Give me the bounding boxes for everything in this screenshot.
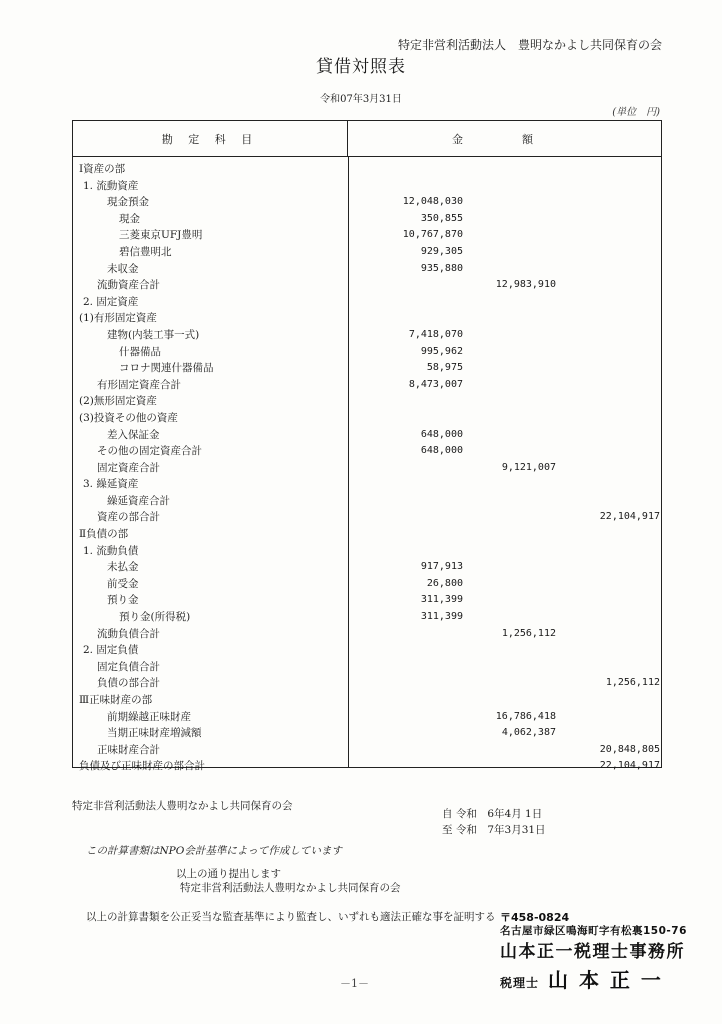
account-label: 現金預金 (107, 196, 149, 209)
account-label: 当期正味財産増減額 (107, 727, 202, 740)
account-label: 差入保証金 (107, 428, 160, 441)
table-row (73, 410, 661, 427)
account-label: 前期繰越正味財産 (107, 710, 191, 723)
account-label: 流動負債合計 (97, 627, 160, 640)
document-title: 貸借対照表 (316, 57, 406, 77)
amount-c1: 311,399 (420, 611, 463, 623)
table-row (73, 377, 661, 394)
amount-c1: 995,962 (420, 345, 463, 357)
table-row (73, 360, 661, 377)
account-label: 固定資産合計 (97, 461, 160, 474)
stamp-signatory (500, 964, 715, 999)
footer-organization: 特定非営利活動法人豊明なかよし共同保育の会 (72, 800, 293, 812)
table-row (73, 327, 661, 344)
stamp-address: 名古屋市緑区鳴海町字有松裏150-76 (500, 925, 687, 937)
table-header (73, 121, 661, 157)
account-label: 有形固定資産合計 (97, 378, 181, 391)
account-label: 繰延資産合計 (107, 494, 170, 507)
table-row (73, 261, 661, 278)
stamp-office-name: 山本正一税理士事務所 (500, 942, 685, 962)
account-label: 固定負債合計 (97, 660, 160, 673)
table-row (73, 609, 661, 626)
amount-c2: 12,983,910 (495, 279, 556, 291)
audit-statement: 以上の計算書類を公正妥当な監査基準により監査し、いずれも適法正確な事を証明する (86, 911, 496, 923)
account-label: 流動資産合計 (97, 279, 160, 292)
table-row (73, 692, 661, 709)
document-date: 令和07年3月31日 (320, 94, 402, 105)
table-row (73, 393, 661, 410)
account-label: 建物(内装工事一式) (107, 328, 200, 341)
account-label: 2. 固定負債 (83, 644, 139, 657)
amount-c2: 16,786,418 (495, 710, 556, 722)
account-label: (3)投資その他の資産 (79, 411, 178, 424)
amount-c2: 9,121,007 (501, 461, 556, 473)
table-row (73, 526, 661, 543)
table-row (73, 194, 661, 211)
amount-c1: 648,000 (420, 445, 463, 457)
account-label: コロナ関連什器備品 (119, 362, 214, 375)
amount-c1: 58,975 (426, 362, 463, 374)
account-label: 資産の部合計 (97, 511, 160, 524)
amount-c2: 1,256,112 (501, 627, 556, 639)
account-label: 負債及び正味財産の部合計 (79, 760, 205, 773)
table-row (73, 277, 661, 294)
account-label: 正味財産合計 (97, 743, 160, 756)
account-label: 2. 固定資産 (83, 295, 139, 308)
account-label: 現金 (119, 212, 140, 225)
table-row (73, 675, 661, 692)
account-column-header: 勘 定 科 目 (73, 121, 348, 156)
account-label: Ⅲ正味財産の部 (79, 694, 153, 706)
table-row (73, 576, 661, 593)
account-label: 什器備品 (119, 345, 161, 358)
account-label: 1. 流動資産 (83, 179, 139, 192)
table-row (73, 543, 661, 560)
amount-c2: 4,062,387 (501, 727, 556, 739)
amount-column-header: 金 額 (452, 132, 557, 146)
amount-c1: 311,399 (420, 594, 463, 606)
account-label: 負債の部合計 (97, 677, 160, 690)
table-row (73, 427, 661, 444)
amount-c1: 7,418,070 (408, 328, 463, 340)
amount-c1: 917,913 (420, 561, 463, 573)
table-row (73, 211, 661, 228)
table-row (73, 758, 661, 775)
table-row (73, 460, 661, 477)
stamp-person-name: 山 本 正 一 (547, 968, 663, 992)
table-row (73, 559, 661, 576)
table-row (73, 709, 661, 726)
table-row (73, 443, 661, 460)
balance-sheet-table (72, 120, 662, 773)
amount-c1: 12,048,030 (402, 196, 463, 208)
amount-c1: 26,800 (426, 577, 463, 589)
period-to: 至 令和 7年3月31日 (442, 824, 546, 836)
account-label: 三菱東京UFJ豊明 (119, 229, 203, 242)
account-label: 1. 流動負債 (83, 544, 139, 557)
accounting-basis-note: この計算書類はNPO会計基準によって作成しています (86, 845, 342, 857)
account-label: 未収金 (107, 262, 139, 275)
table-row (73, 642, 661, 659)
amount-c1: 935,880 (420, 262, 463, 274)
submission-note: 以上の通り提出します (176, 868, 281, 880)
table-row (73, 244, 661, 261)
amount-c1: 10,767,870 (402, 229, 463, 241)
account-label: 預り金 (107, 594, 139, 607)
account-label: 前受金 (107, 577, 139, 590)
account-label: (1)有形固定資産 (79, 312, 157, 325)
amount-c1: 929,305 (420, 245, 463, 257)
table-row (73, 161, 661, 178)
amount-c3: 22,104,917 (599, 511, 660, 523)
organization-header: 特定非営利活動法人 豊明なかよし共同保育の会 (397, 38, 662, 52)
amount-c3: 22,104,917 (599, 760, 660, 772)
amount-c1: 648,000 (420, 428, 463, 440)
amount-c1: 8,473,007 (408, 378, 463, 390)
submitting-organization: 特定非営利活動法人豊明なかよし共同保育の会 (180, 882, 401, 894)
table-row (73, 592, 661, 609)
account-label: Ⅰ資産の部 (79, 163, 126, 175)
amount-c3: 1,256,112 (605, 677, 660, 689)
table-row (73, 294, 661, 311)
table-row (73, 493, 661, 510)
table-row (73, 626, 661, 643)
account-label: 預り金(所得税) (119, 611, 191, 624)
table-row (73, 178, 661, 195)
table-row (73, 509, 661, 526)
amount-c1: 350,855 (420, 212, 463, 224)
tax-accountant-stamp (500, 912, 715, 999)
table-row (73, 725, 661, 742)
unit-label: (単位 円) (612, 107, 660, 118)
period-from: 自 令和 6年4月 1日 (442, 808, 543, 820)
account-label: 未払金 (107, 561, 139, 574)
table-row (73, 476, 661, 493)
stamp-title: 税理士 (500, 976, 540, 990)
account-label: 碧信豊明北 (119, 245, 172, 258)
account-label: 3. 繰延資産 (83, 478, 139, 491)
page-number: －1－ (340, 977, 369, 990)
account-label: Ⅱ負債の部 (79, 528, 129, 541)
stamp-zip: 〒458-0824 (500, 911, 570, 924)
table-row (73, 659, 661, 676)
table-row (73, 742, 661, 759)
account-label: (2)無形固定資産 (79, 395, 157, 408)
table-body (73, 161, 661, 775)
account-label: その他の固定資産合計 (97, 445, 202, 458)
table-row (73, 227, 661, 244)
table-row (73, 344, 661, 361)
table-row (73, 310, 661, 327)
amount-c3: 20,848,805 (599, 743, 660, 755)
